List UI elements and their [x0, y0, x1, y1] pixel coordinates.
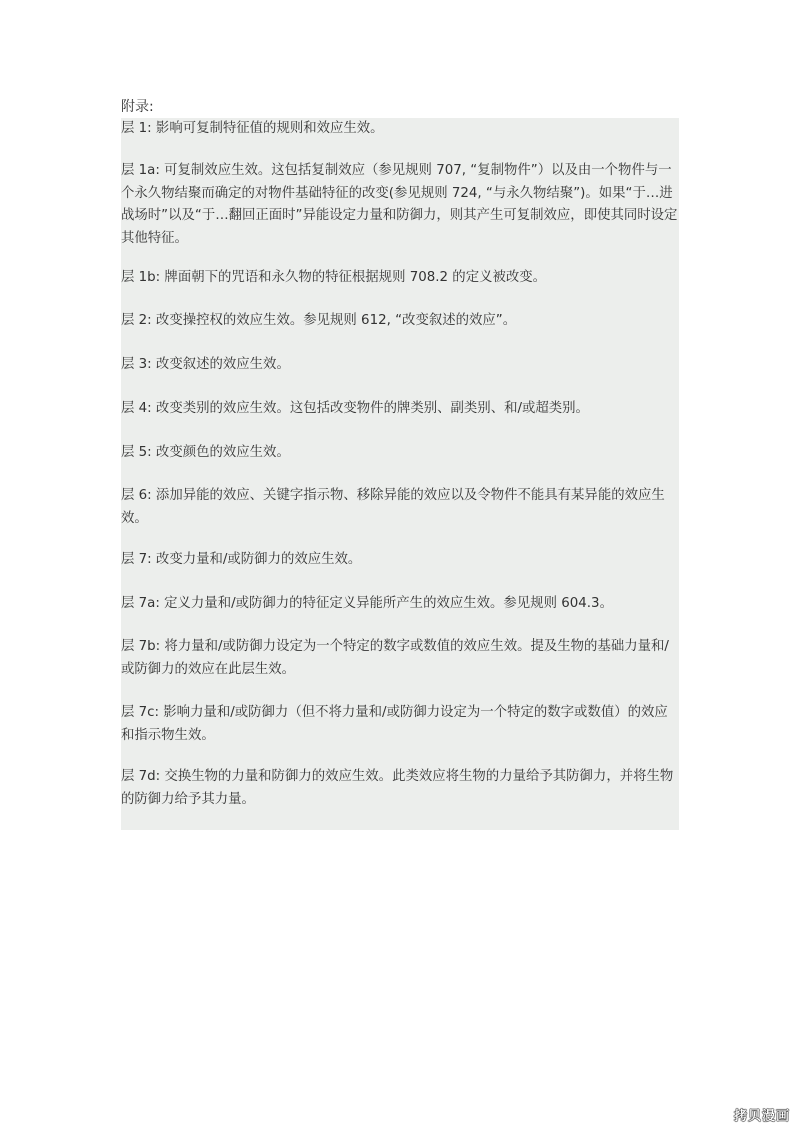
rule-layer-1a: 层 1a: 可复制效应生效。这包括复制效应（参见规则 707, “复制物件”）以及由一个物件与一个永久物结聚而确定的对物件基础特征的改变(参见规则 724, “与永久物结聚”)。如果“于…进战场时”以及“于…翻回正面时”异能设定力量和防御力，则其产生可复制效应，即使其同时设定其他特征。 — [121, 163, 678, 246]
appendix-label: 附录: — [121, 99, 154, 115]
rules-text-block — [121, 118, 679, 830]
rule-layer-1b: 层 1b: 牌面朝下的咒语和永久物的特征根据规则 708.2 的定义被改变。 — [121, 270, 547, 285]
rule-layer-7b: 层 7b: 将力量和/或防御力设定为一个特定的数字或数值的效应生效。提及生物的基础力量和/或防御力的效应在此层生效。 — [121, 639, 669, 677]
watermark-logo: 拷贝漫画 — [733, 1109, 790, 1124]
rule-layer-3: 层 3: 改变叙述的效应生效。 — [121, 357, 290, 372]
rule-layer-2: 层 2: 改变操控权的效应生效。参见规则 612, “改变叙述的效应”。 — [121, 313, 517, 328]
rule-layer-5: 层 5: 改变颜色的效应生效。 — [121, 445, 290, 460]
rule-layer-7c: 层 7c: 影响力量和/或防御力（但不将力量和/或防御力设定为一个特定的数字或数值）的效应和指示物生效。 — [121, 705, 668, 743]
rule-layer-7d: 层 7d: 交换生物的力量和防御力的效应生效。此类效应将生物的力量给予其防御力，并将生物的防御力给予其力量。 — [121, 769, 674, 807]
rule-layer-7: 层 7: 改变力量和/或防御力的效应生效。 — [121, 552, 362, 567]
rule-layer-7a: 层 7a: 定义力量和/或防御力的特征定义异能所产生的效应生效。参见规则 604.3。 — [121, 596, 613, 611]
rule-layer-4: 层 4: 改变类别的效应生效。这包括改变物件的牌类别、副类别、和/或超类别。 — [121, 401, 589, 416]
rule-layer-1: 层 1: 影响可复制特征值的规则和效应生效。 — [121, 121, 384, 136]
rule-layer-6: 层 6: 添加异能的效应、关键字指示物、移除异能的效应以及令物件不能具有某异能的效应生效。 — [121, 488, 665, 526]
